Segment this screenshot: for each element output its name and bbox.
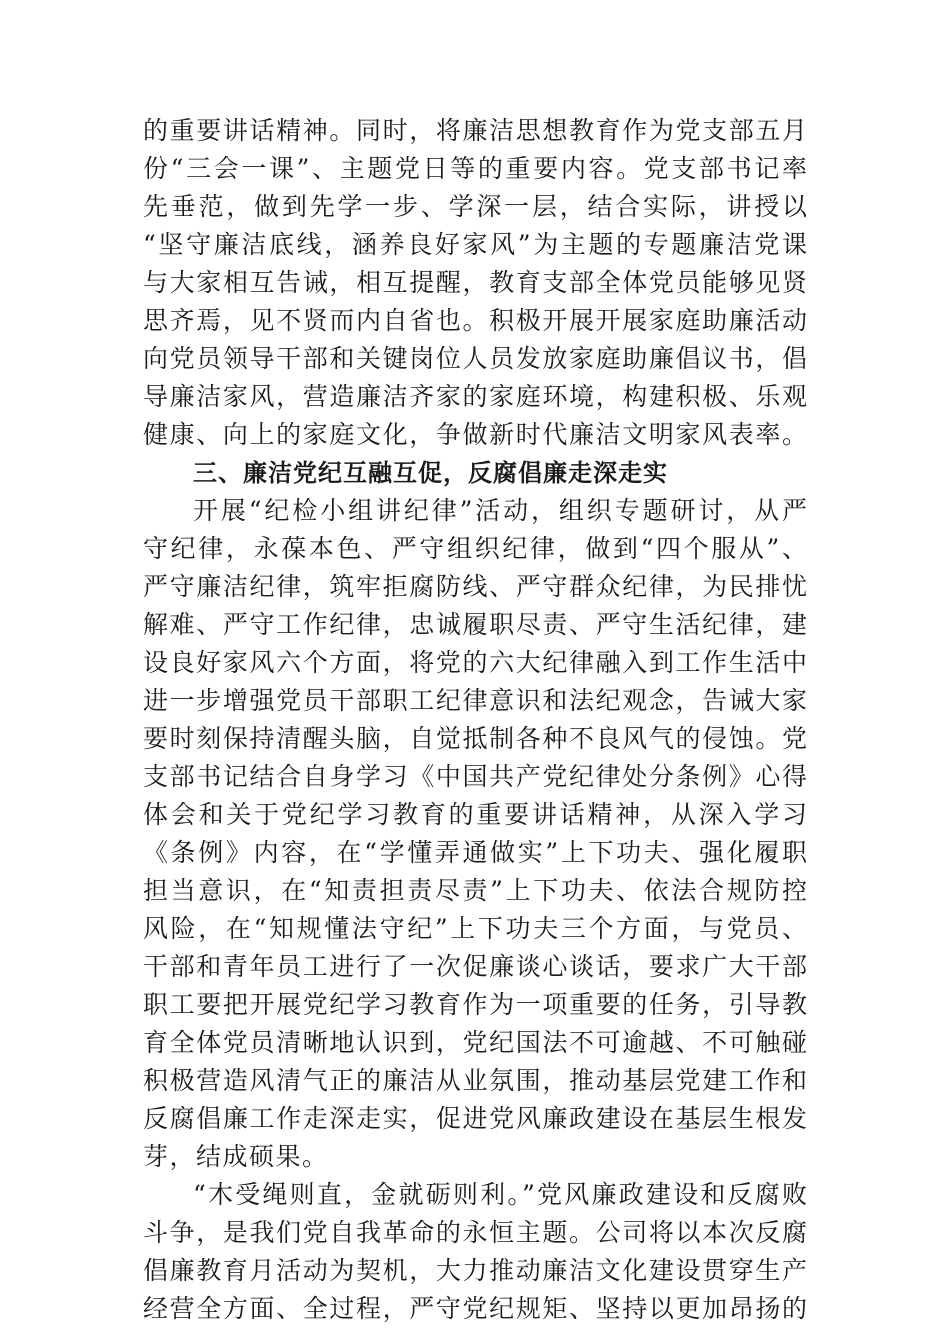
- body-line: 担当意识，在“知责担责尽责”上下功夫、依法合规防控: [143, 876, 807, 905]
- body-line: 职工要把开展党纪学习教育作为一项重要的任务，引导教: [143, 990, 807, 1019]
- body-line: 解难、严守工作纪律，忠诚履职尽责、严守生活纪律，建: [143, 610, 807, 639]
- body-line: 斗争，是我们党自我革命的永恒主题。公司将以本次反腐: [143, 1218, 807, 1247]
- body-line: 守纪律，永葆本色、严守组织纪律，做到“四个服从”、: [143, 534, 807, 563]
- body-line: 先垂范，做到先学一步、学深一层，结合实际，讲授以: [143, 192, 807, 221]
- body-line: 倡廉教育月活动为契机，大力推动廉洁文化建设贯穿生产: [143, 1256, 807, 1285]
- body-line: 进一步增强党员干部职工纪律意识和法纪观念，告诫大家: [143, 686, 807, 715]
- body-line: 与大家相互告诫，相互提醒，教育支部全体党员能够见贤: [143, 268, 807, 297]
- body-line: 干部和青年员工进行了一次促廉谈心谈话，要求广大干部: [143, 952, 807, 981]
- body-line: 积极营造风清气正的廉洁从业氛围，推动基层党建工作和: [143, 1066, 807, 1095]
- body-line: 体会和关于党纪学习教育的重要讲话精神，从深入学习: [143, 800, 807, 829]
- body-line: 《条例》内容，在“学懂弄通做实”上下功夫、强化履职: [143, 838, 807, 867]
- body-line: 反腐倡廉工作走深走实，促进党风廉政建设在基层生根发: [143, 1104, 807, 1133]
- body-line: 风险，在“知规懂法守纪”上下功夫三个方面，与党员、: [143, 914, 807, 943]
- body-line: 育全体党员清晰地认识到，党纪国法不可逾越、不可触碰: [143, 1028, 807, 1057]
- body-line: 份“三会一课”、主题党日等的重要内容。党支部书记率: [143, 154, 807, 183]
- body-line: 要时刻保持清醒头脑，自觉抵制各种不良风气的侵蚀。党: [143, 724, 807, 753]
- body-line: 向党员领导干部和关键岗位人员发放家庭助廉倡议书，倡: [143, 344, 807, 373]
- paragraph-first-line: 开展“纪检小组讲纪律”活动，组织专题研讨，从严: [193, 496, 807, 525]
- body-line: 导廉洁家风，营造廉洁齐家的家庭环境，构建积极、乐观: [143, 382, 807, 411]
- paragraph-first-line: “木受绳则直，金就砺则利。”党风廉政建设和反腐败: [193, 1180, 807, 1209]
- body-line: 设良好家风六个方面，将党的六大纪律融入到工作生活中: [143, 648, 807, 677]
- section-heading: 三、廉洁党纪互融互促，反腐倡廉走深走实: [193, 459, 668, 487]
- body-line: 健康、向上的家庭文化，争做新时代廉洁文明家风表率。: [143, 420, 807, 449]
- body-line: 严守廉洁纪律，筑牢拒腐防线、严守群众纪律，为民排忧: [143, 572, 807, 601]
- body-line: 的重要讲话精神。同时，将廉洁思想教育作为党支部五月: [143, 116, 807, 145]
- body-line: 思齐焉，见不贤而内自省也。积极开展开展家庭助廉活动: [143, 306, 807, 335]
- body-line: 支部书记结合自身学习《中国共产党纪律处分条例》心得: [143, 762, 807, 791]
- body-line-last: 芽，结成硕果。: [143, 1142, 329, 1171]
- body-line: “坚守廉洁底线，涵养良好家风”为主题的专题廉洁党课: [143, 230, 807, 259]
- body-line: 经营全方面、全过程，严守党纪规矩、坚持以更加昂扬的: [143, 1294, 807, 1323]
